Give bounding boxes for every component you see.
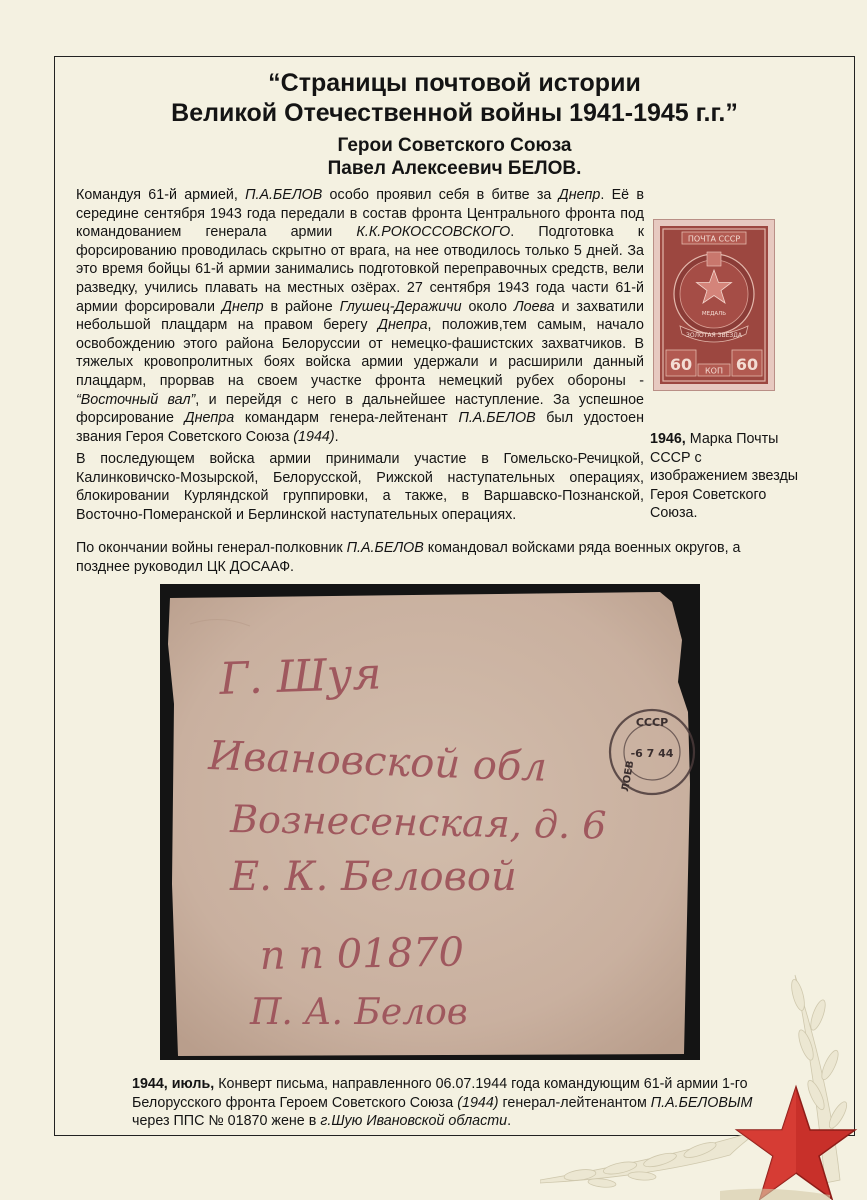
address-line-3: Вознесенская, д. 6 [229, 797, 607, 848]
italic-name: П.А.БЕЛОВЫМ [650, 1094, 753, 1111]
subtitle-line-2: Павел Алексеевич БЕЛОВ. [327, 158, 582, 179]
text: . Её в середине сентября 1943 года передали в состав фронта Центрального фронта под командованием генерала армии [76, 187, 644, 241]
stamp-ribbon-text: ЗОЛОТАЯ ЗВЕЗДА [685, 332, 743, 339]
envelope-caption-date: 1944, июль, [132, 1076, 215, 1092]
paragraph-battle-dnepr [76, 186, 644, 446]
text: По окончании войны генерал-полковник [76, 540, 347, 556]
postmark-top: СССР [635, 716, 669, 729]
stamp-artwork [660, 226, 768, 384]
italic-place: Днепра [184, 410, 235, 427]
text: командарм генера-лейтенант [234, 410, 459, 427]
text: около [461, 298, 514, 315]
italic-year: (1944) [457, 1094, 499, 1111]
italic-name: П.А.БЕЛОВ [245, 187, 323, 203]
italic-name: П.А.БЕЛОВ [346, 540, 424, 556]
stamp-caption [650, 430, 800, 523]
text: Командуя 61-й армией, [76, 187, 246, 203]
stamp-value-unit: КОП [705, 366, 723, 376]
postage-stamp [654, 220, 774, 390]
text: через ППС № 01870 жене в [132, 1113, 321, 1130]
address-line-1: Г. Шуя [218, 648, 383, 705]
paragraph-operations: В последующем войска армии принимали участие в Гомельско-Речицкой, Калинковичско-Мозырской, Белорусской, Рижской наступательных операциях, блокировании Курляндской группировки, а также, в Варшавско-Познанской, Восточно-Померанской и Берлинской наступательных операциях. [76, 451, 644, 523]
page-title [54, 68, 855, 128]
text: , положив,тем самым, начало освобождению этого района Белоруссии от немецко-фашистских захватчиков. В тяжелых кровопролитных боях войска армии удержали и расширили данный плацдарм, прорвав на своем участке фронта немецкий рубех обороны - [76, 317, 644, 389]
italic-place: г.Шую Ивановской области [320, 1113, 508, 1130]
italic-place: Глушец-Деражичи [339, 298, 462, 315]
stamp-top-text: ПОЧТА СССР [687, 234, 741, 244]
italic-name: К.К.РОКОССОВСКОГО [356, 224, 511, 241]
page-subtitle [54, 134, 855, 180]
stamp-caption-text: Марка Почты СССР с изображением звезды Героя Советского Союза. [650, 431, 799, 522]
text: командовал войсками ряда военных округов, а позднее руководил ЦК ДОСААФ. [76, 540, 741, 575]
address-line-5: п п 01870 [259, 929, 465, 979]
text: . [507, 1113, 512, 1130]
text: особо проявил себя в битве за [322, 187, 559, 203]
stamp-medal-text: МЕДАЛЬ [701, 311, 727, 317]
envelope-caption [132, 1075, 772, 1131]
text: Конверт письма, направленного 06.07.1944 года командующим 61-й армии 1-го Белорусского фронта Героем Советского Союза [132, 1076, 748, 1111]
text: в районе [263, 298, 340, 315]
stamp-value-right: 60 [735, 355, 759, 374]
italic-quote: “Восточный вал” [76, 391, 196, 408]
address-line-4: Е. К. Беловой [230, 854, 517, 900]
title-line-1: “Страницы почтовой истории [268, 69, 641, 97]
postmark-date: -6 7 44 [630, 747, 674, 760]
postmark-side: ЛОЕВ [620, 759, 637, 793]
subtitle-line-1: Герои Советского Союза [337, 135, 572, 156]
italic-place: Днепр [221, 298, 264, 315]
address-line-2: Ивановской обл [207, 733, 548, 791]
text: и захватили небольшой плацдарм на правом берегу [76, 298, 644, 334]
text: был удостоен звания Героя Советского Союза [76, 410, 644, 445]
stamp-caption-year: 1946, [650, 431, 686, 447]
text: . [334, 428, 339, 445]
italic-place: Лоева [513, 298, 555, 315]
sender-line: П. А. Белов [250, 992, 468, 1033]
italic-place: Днепр [558, 187, 601, 203]
title-line-2: Великой Отечественной войны 1941-1945 г.г.” [171, 99, 738, 127]
text: генерал-лейтенантом [498, 1094, 651, 1111]
italic-place: Днепра [377, 317, 428, 334]
paragraph-postwar [76, 539, 796, 576]
stamp-value-left: 60 [669, 355, 693, 374]
italic-name: П.А.БЕЛОВ [458, 410, 536, 427]
italic-year: (1944) [293, 428, 335, 445]
text: , и перейдя с него в дальнейшее наступление. За успешное форсирование [76, 391, 644, 427]
text: . Подготовка к форсированию проводилась скрытно от врага, на нее отводилось только 5 дней. За это время бойцы 61-й армии занимались подготовкой переправочных средств, вели разведку, учились плавать на местных озёрах. 27 сентября 1943 года части 61-й армии форсировали [76, 224, 644, 315]
